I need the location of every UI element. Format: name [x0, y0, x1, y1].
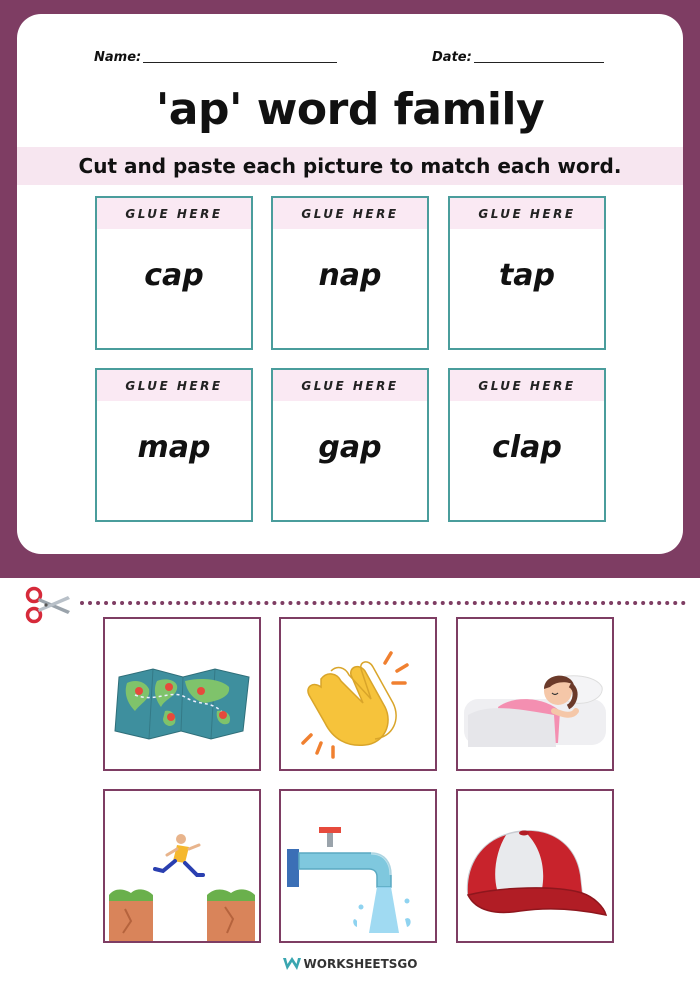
- picture-cap[interactable]: [456, 789, 614, 943]
- name-label: Name:: [94, 50, 142, 65]
- picture-nap[interactable]: [456, 617, 614, 771]
- glue-here-label: GLUE HERE: [273, 198, 427, 229]
- word-cap: cap: [144, 258, 204, 293]
- glue-here-label: GLUE HERE: [273, 370, 427, 401]
- glue-box-cap[interactable]: [95, 196, 253, 350]
- sleeping-woman-icon: [458, 619, 612, 769]
- baseball-cap-icon: [458, 791, 612, 941]
- footer-brand: [0, 956, 700, 972]
- glue-here-label: GLUE HERE: [97, 198, 251, 229]
- glue-here-label: GLUE HERE: [97, 370, 251, 401]
- footer-brand-text: WORKSHEETSGO: [303, 957, 418, 971]
- glue-box-gap[interactable]: [271, 368, 429, 522]
- page-title: 'ap' word family: [155, 84, 545, 135]
- word-nap: nap: [318, 258, 382, 293]
- world-map-icon: [105, 619, 259, 769]
- water-tap-icon: [281, 791, 435, 941]
- worksheetsgo-logo-icon: [283, 956, 301, 972]
- instruction-bar: [17, 147, 683, 185]
- jumping-gap-icon: [105, 791, 259, 941]
- date-line[interactable]: [474, 50, 604, 63]
- picture-map[interactable]: [103, 617, 261, 771]
- word-clap: clap: [492, 430, 562, 465]
- name-field[interactable]: [94, 50, 337, 65]
- glue-box-tap[interactable]: [448, 196, 606, 350]
- word-tap: tap: [498, 258, 556, 293]
- name-line[interactable]: [143, 50, 337, 63]
- glue-box-nap[interactable]: [271, 196, 429, 350]
- date-label: Date:: [432, 50, 472, 65]
- clapping-hands-icon: [281, 619, 435, 769]
- word-gap: gap: [318, 430, 382, 465]
- picture-tap[interactable]: [279, 789, 437, 943]
- glue-box-map[interactable]: [95, 368, 253, 522]
- word-map: map: [137, 430, 211, 465]
- instruction-text: Cut and paste each picture to match each word.: [78, 154, 622, 178]
- scissors-icon: [24, 585, 74, 625]
- glue-here-label: GLUE HERE: [450, 198, 604, 229]
- date-field[interactable]: [432, 50, 604, 65]
- glue-box-clap[interactable]: [448, 368, 606, 522]
- picture-clap[interactable]: [279, 617, 437, 771]
- cut-line: [80, 601, 686, 605]
- glue-here-label: GLUE HERE: [450, 370, 604, 401]
- picture-gap[interactable]: [103, 789, 261, 943]
